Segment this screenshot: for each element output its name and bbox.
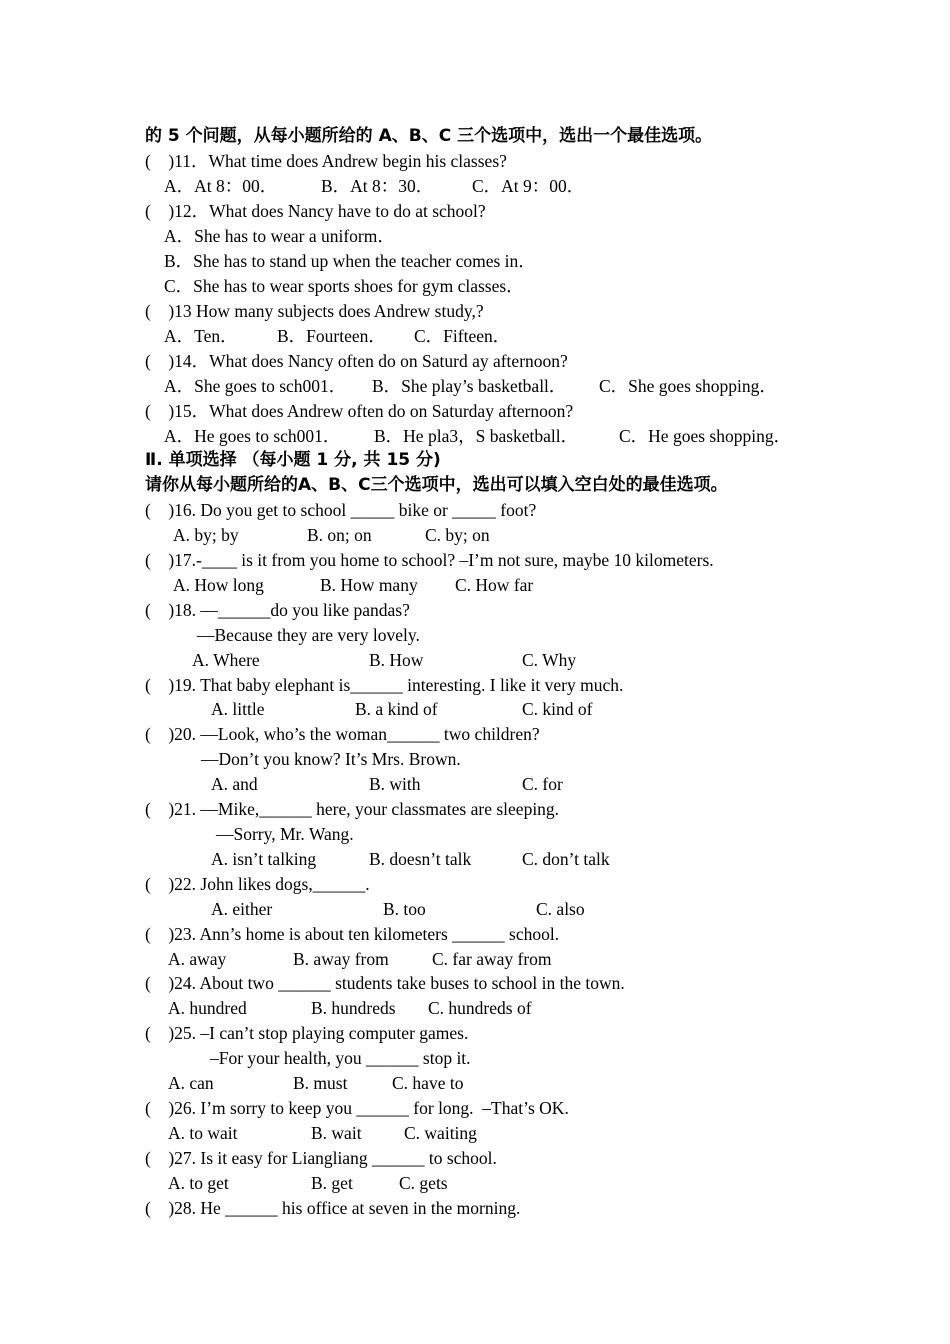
question-stem: ( )18. —______do you like pandas? [145, 600, 410, 620]
question-stem: ( )22. John likes dogs,______. [145, 874, 370, 894]
question-stem: ( )26. I’m sorry to keep you ______ for long. –That’s OK. [145, 1098, 569, 1118]
option-b: B. doesn’t talk [369, 849, 472, 869]
option-a: A. by; by [173, 525, 239, 545]
option-c: C．At 9：00． [472, 176, 585, 196]
question-stem: ( )17.-____ is it from you home to school? –I’m not sure, maybe 10 kilometers. [145, 550, 714, 570]
option-a: A．Ten． [164, 326, 238, 346]
option-b: B. on; on [307, 525, 372, 545]
question-stem: ( )28. He ______ his office at seven in the morning. [145, 1198, 521, 1218]
option-c: C. far away from [432, 949, 552, 969]
option-c: C. waiting [404, 1123, 477, 1143]
option-b: B. wait [311, 1123, 362, 1143]
question-stem: ( )20. —Look, who’s the woman______ two children? [145, 724, 540, 744]
option-c: C. by; on [425, 525, 490, 545]
option-c: C．She goes shopping． [599, 376, 777, 396]
option-c: C. Why [522, 650, 577, 670]
option-c: C. have to [392, 1073, 464, 1093]
question-stem: ( )21. —Mike,______ here, your classmates are sleeping. [145, 799, 560, 819]
question-stem: ( )16. Do you get to school _____ bike or _____ foot? [145, 500, 537, 520]
dialogue-reply: –For your health, you ______ stop it. [210, 1048, 471, 1068]
dialogue-reply: —Because they are very lovely. [197, 625, 420, 645]
option-b: B. How many [320, 575, 418, 595]
section-title: Ⅱ. 单项选择 （每小题 1 分, 共 15 分) [145, 450, 441, 470]
option-b: B. How [369, 650, 424, 670]
option-a: A．At 8：00． [164, 176, 278, 196]
option-c: C. How far [455, 575, 534, 595]
option-a: A. to wait [168, 1123, 238, 1143]
option-a: A. can [168, 1073, 214, 1093]
option-c: C. don’t talk [522, 849, 610, 869]
question-stem: ( )25. –I can’t stop playing computer games. [145, 1023, 469, 1043]
question-stem: ( )13 How many subjects does Andrew study,? [145, 301, 484, 321]
option-a: A．She goes to sch001． [164, 376, 347, 396]
option-c: C．He goes shopping． [619, 426, 792, 446]
option-a: A. to get [168, 1173, 229, 1193]
question-stem: ( )11．What time does Andrew begin his classes? [145, 151, 507, 171]
question-stem: ( )12．What does Nancy have to do at school? [145, 201, 486, 221]
question-stem: ( )15．What does Andrew often do on Saturday afternoon? [145, 401, 574, 421]
option-c: C. gets [399, 1173, 448, 1193]
option-c: C. hundreds of [428, 998, 532, 1018]
option-a: A. little [211, 699, 265, 719]
option-a: A. away [168, 949, 227, 969]
option-a: A. and [211, 774, 258, 794]
option-b: B．At 8：30． [321, 176, 434, 196]
option-b: B. a kind of [355, 699, 438, 719]
option-c: C．She has to wear sports shoes for gym classes． [164, 276, 524, 296]
option-a: A. How long [173, 575, 264, 595]
option-b: B. hundreds [311, 998, 396, 1018]
option-c: C. also [536, 899, 585, 919]
option-c: C. kind of [522, 699, 593, 719]
option-a: A. hundred [168, 998, 247, 1018]
option-b: B. must [293, 1073, 348, 1093]
option-c: C. for [522, 774, 563, 794]
option-b: B．Fourteen． [277, 326, 386, 346]
option-a: A. Where [192, 650, 260, 670]
option-a: A．He goes to sch001． [164, 426, 341, 446]
dialogue-reply: —Sorry, Mr. Wang. [216, 824, 354, 844]
option-b: B. away from [293, 949, 389, 969]
option-b: B. get [311, 1173, 353, 1193]
question-stem: ( )24. About two ______ students take buses to school in the town. [145, 973, 625, 993]
option-b: B. with [369, 774, 421, 794]
question-stem: ( )27. Is it easy for Liangliang ______ to school. [145, 1148, 497, 1168]
option-b: B．He pla3，S basketball． [374, 426, 579, 446]
option-c: C．Fifteen． [414, 326, 511, 346]
option-a: A. either [211, 899, 273, 919]
option-a: A．She has to wear a uniform． [164, 226, 395, 246]
option-b: B．She play’s basketball． [372, 376, 567, 396]
option-b: B．She has to stand up when the teacher comes in． [164, 251, 536, 271]
listening-instruction: 的 5 个问题，从每小题所给的 A、B、C 三个选项中，选出一个最佳选项。 [145, 126, 713, 146]
question-stem: ( )23. Ann’s home is about ten kilometers ______ school. [145, 924, 560, 944]
section-instruction: 请你从每小题所给的A、B、C三个选项中，选出可以填入空白处的最佳选项。 [145, 475, 728, 495]
option-a: A. isn’t talking [211, 849, 317, 869]
dialogue-reply: —Don’t you know? It’s Mrs. Brown. [201, 749, 461, 769]
question-stem: ( )14．What does Nancy often do on Saturd ay afternoon? [145, 351, 568, 371]
option-b: B. too [383, 899, 426, 919]
question-stem: ( )19. That baby elephant is______ interesting. I like it very much. [145, 675, 624, 695]
